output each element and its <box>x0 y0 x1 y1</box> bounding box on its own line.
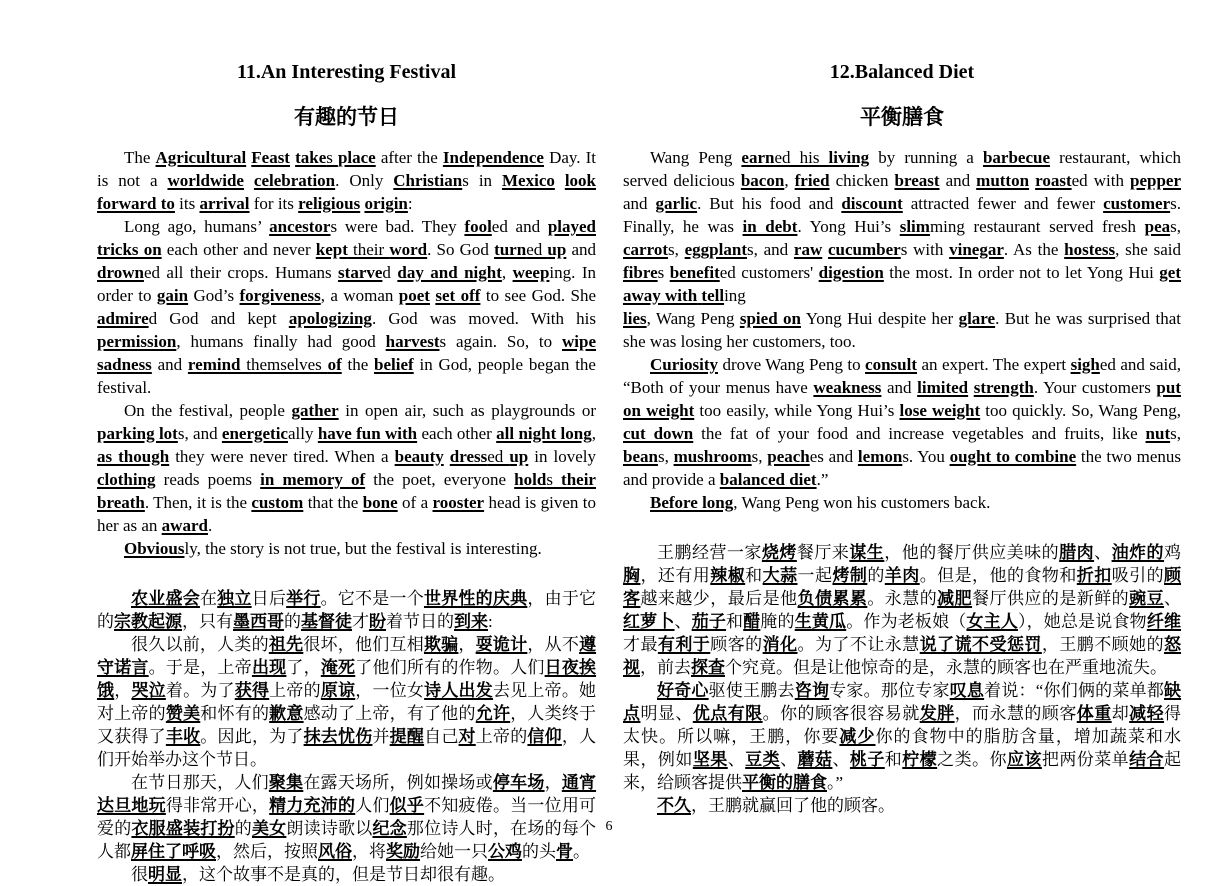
article-column-festival <box>97 60 596 886</box>
en-paragraph: On the festival, people gather in open air, such as playgrounds or parking lots, and energetically have fun with each other all night long, as though they were never tired. When a beauty dressed up in lovely clothing reads poems in memory of the poet, everyone holds their breath. Then, it is the custom that the bone of a rooster head is given to her as an award. <box>97 401 597 535</box>
en-paragraph: Curiosity drove Wang Peng to consult an expert. The expert sighed and said, “Both of your menus have weakness and limited strength. Your customers put on weight too easily, while Yong Hui’s lose weight too quickly. So, Wang Peng, cut down the fat of your food and increase vegetables and fruits, like nuts, beans, mushrooms, peaches and lemons. You ought to combine the two menus and provide a balanced diet.” <box>623 355 1182 489</box>
en-paragraph: The Agricultural Feast takes place after the Independence Day. It is not a worldwide celebration. Only Christians in Mexico look forward to its arrival for its religious origin: <box>97 148 597 213</box>
zh-paragraph: 很明显，这个故事不是真的，但是节日却很有趣。 <box>131 865 505 884</box>
article-title-zh: 平衡膳食 <box>860 105 944 129</box>
article-title-en: 12.Balanced Diet <box>829 61 975 83</box>
zh-paragraph: 很久以前，人类的祖先很坏，他们互相欺骗，耍诡计，从不遵守诺言。于是，上帝出现了，淹死了他们所有的作物。人们日夜挨饿，哭泣着。为了获得上帝的原谅，一位女诗人出发去见上帝。她对上帝的赞美和怀有的歉意感动了上帝，有了他的允许，人类终于又获得了丰收。因此，为了抹去忧伤并提醒自己对上帝的信仰，人们开始举办这个节日。 <box>97 635 597 769</box>
article-title-en: 11.An Interesting Festival <box>236 61 457 83</box>
page-number: 6 <box>605 819 613 834</box>
en-paragraph: Obviously, the story is not true, but the festival is interesting. <box>124 539 542 558</box>
zh-paragraph: 不久，王鹏就赢回了他的顾客。 <box>657 796 895 815</box>
en-paragraph: Wang Peng earned his living by running a barbecue restaurant, which served delicious bacon, fried chicken breast and mutton roasted with pepper and garlic. But his food and discount attracted fewer and fewer customers. Finally, he was in debt. Yong Hui’s slimming restaurant served fresh peas, carrots, eggplants, and raw cucumbers with vinegar. As the hostess, she said fibres benefited customers' digestion the most. In order not to let Yong Hui get away with telling lies, Wang Peng spied on Yong Hui despite her glare. But he was surprised that she was losing her customers, too. <box>623 148 1182 351</box>
article-column-balanced-diet <box>623 60 1181 817</box>
zh-paragraph: 农业盛会在独立日后举行。它不是一个世界性的庆典，由于它的宗教起源，只有墨西哥的基督徒才盼着节日的到来: <box>97 589 597 631</box>
en-paragraph: Before long, Wang Peng won his customers back. <box>650 493 991 512</box>
section-divider-gap <box>623 514 1181 541</box>
article-title-zh: 有趣的节日 <box>294 105 399 129</box>
en-paragraph: Long ago, humans’ ancestors were bad. They fooled and played tricks on each other and never kept their word. So God turned up and drowned all their crops. Humans starved day and night, weeping. In order to gain God’s forgiveness, a woman poet set off to see God. She admired God and kept apologizing. God was moved. With his permission, humans finally had good harvests again. So, to wipe sadness and remind themselves of the belief in God, people began the festival. <box>97 217 597 397</box>
section-divider-gap <box>97 560 596 587</box>
zh-paragraph: 好奇心驱使王鹏去咨询专家。那位专家叹息着说：“你们俩的菜单都缺点明显、优点有限。你的顾客很容易就发胖，而永慧的顾客体重却减轻得太快。所以嘛，王鹏，你要减少你的食物中的脂肪含量，增加蔬菜和水果，例如坚果、豆类、蘑菇、桃子和柠檬之类。你应该把两份菜单结合起来，给顾客提供平衡的膳食。” <box>623 681 1182 792</box>
zh-paragraph: 王鹏经营一家烧烤餐厅来谋生，他的餐厅供应美味的腊肉、油炸的鸡胸，还有用辣椒和大蒜一起烤制的羊肉。但是，他的食物和折扣吸引的顾客越来越少，最后是他负债累累。永慧的减肥餐厅供应的是新鲜的豌豆、红萝卜、茄子和醋腌的生黄瓜。作为老板娘（女主人），她总是说食物纤维才最有利于顾客的消化。为了不让永慧说了谎不受惩罚，王鹏不顾她的怒视，前去探查个究竟。但是让他惊奇的是，永慧的顾客也在严重地流失。 <box>623 543 1182 677</box>
zh-paragraph: 在节日那天，人们聚集在露天场所，例如操场或停车场，通宵达旦地玩得非常开心，精力充沛的人们似乎不知疲倦。当一位用可爱的衣服盛装打扮的美女朗读诗歌以纪念那位诗人时，在场的每个人都屏住了呼吸，然后，按照风俗，将奖励给她一只公鸡的头骨。 <box>97 773 597 861</box>
